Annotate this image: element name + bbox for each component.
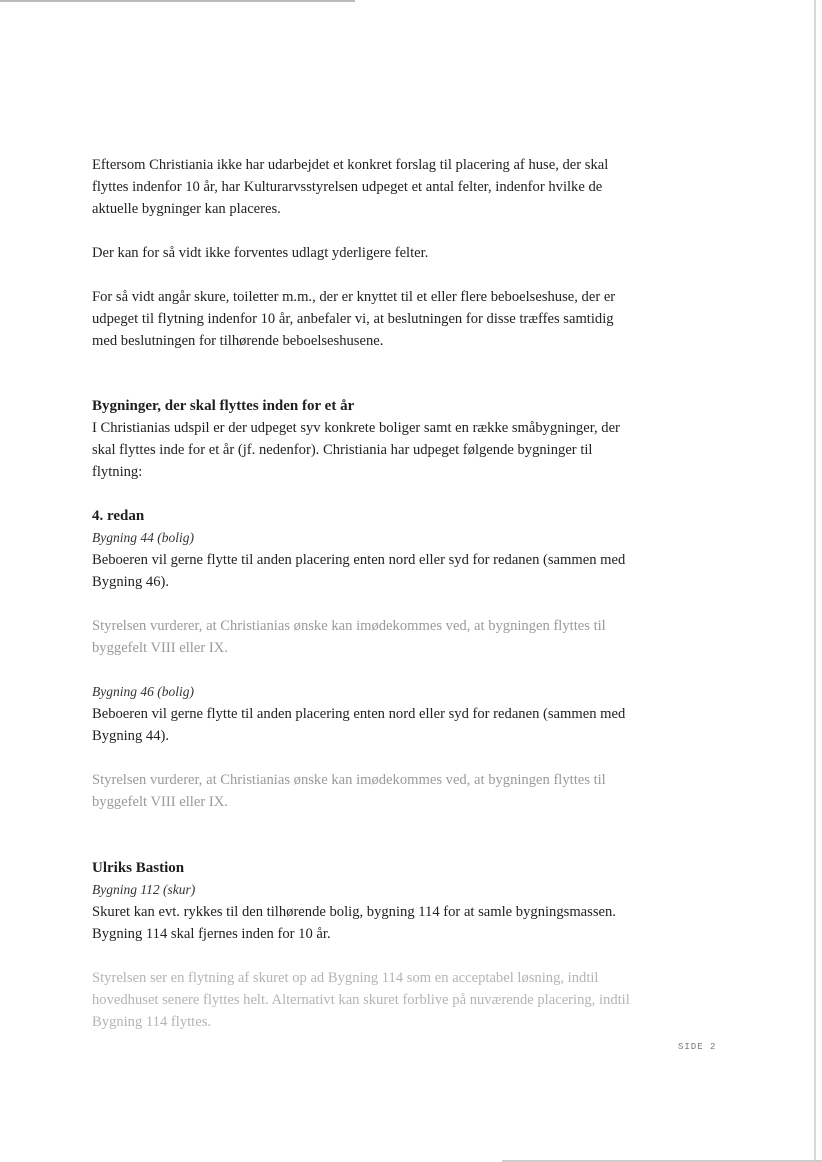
paragraph-no-further-fields: Der kan for så vidt ikke forventes udlagt yderligere felter. (92, 245, 429, 261)
building-44-assessment: Styrelsen vurderer, at Christianias ønske kan imødekommes ved, at bygningen flyttes til byggefelt VIII eller IX. (92, 618, 606, 656)
building-112-text: Skuret kan evt. rykkes til den tilhørende bolig, bygning 114 for at samle bygningsmassen. Bygning 114 skal fjernes inden for 10 år. (92, 904, 616, 942)
page-number: SIDE 2 (678, 1042, 717, 1052)
scan-edge-right (814, 0, 816, 1162)
building-112-assessment: Styrelsen ser en flytning af skuret op ad Bygning 114 som en acceptabel løsning, indtil hovedhuset senere flyttes helt. Alternativt kan skuret forblive på nuværende placering, indtil Bygning 114 flyttes. (92, 970, 630, 1030)
building-44-text: Beboeren vil gerne flytte til anden placering enten nord eller syd for redanen (sammen med Bygning 46). (92, 552, 626, 590)
section-heading-one-year: Bygninger, der skal flyttes inden for et år (92, 398, 355, 414)
paragraph-placement-fields: Eftersom Christiania ikke har udarbejdet et konkret forslag til placering af huse, der skal flyttes indenfor 10 år, har Kulturarvsstyrelsen udpeget et antal felter, indenfor hvilke de aktuelle bygninger kan placeres. (92, 157, 609, 217)
paragraph-sheds-toilets: For så vidt angår skure, toiletter m.m., der er knyttet til et eller flere beboelseshuse, der er udpeget til flytning indenfor 10 år, anbefaler vi, at beslutningen for disse træffes samtidig med beslutningen for tilhørende beboelseshusene. (92, 289, 616, 349)
document-body (92, 154, 637, 1033)
building-46-title: Bygning 46 (bolig) (92, 684, 194, 699)
heading-ulriks-bastion: Ulriks Bastion (92, 860, 185, 876)
building-112-title: Bygning 112 (skur) (92, 882, 196, 897)
section-intro: I Christianias udspil er der udpeget syv konkrete boliger samt en række småbygninger, der skal flyttes inde for et år (jf. nedenfor). Christiania har udpeget følgende bygninger til flytning: (92, 420, 620, 480)
scan-edge-top (0, 0, 355, 2)
building-44-title: Bygning 44 (bolig) (92, 530, 194, 545)
building-46-assessment: Styrelsen vurderer, at Christianias ønske kan imødekommes ved, at bygningen flyttes til byggefelt VIII eller IX. (92, 772, 606, 810)
building-46-text: Beboeren vil gerne flytte til anden placering enten nord eller syd for redanen (sammen med Bygning 44). (92, 706, 626, 744)
heading-4-redan: 4. redan (92, 508, 145, 524)
